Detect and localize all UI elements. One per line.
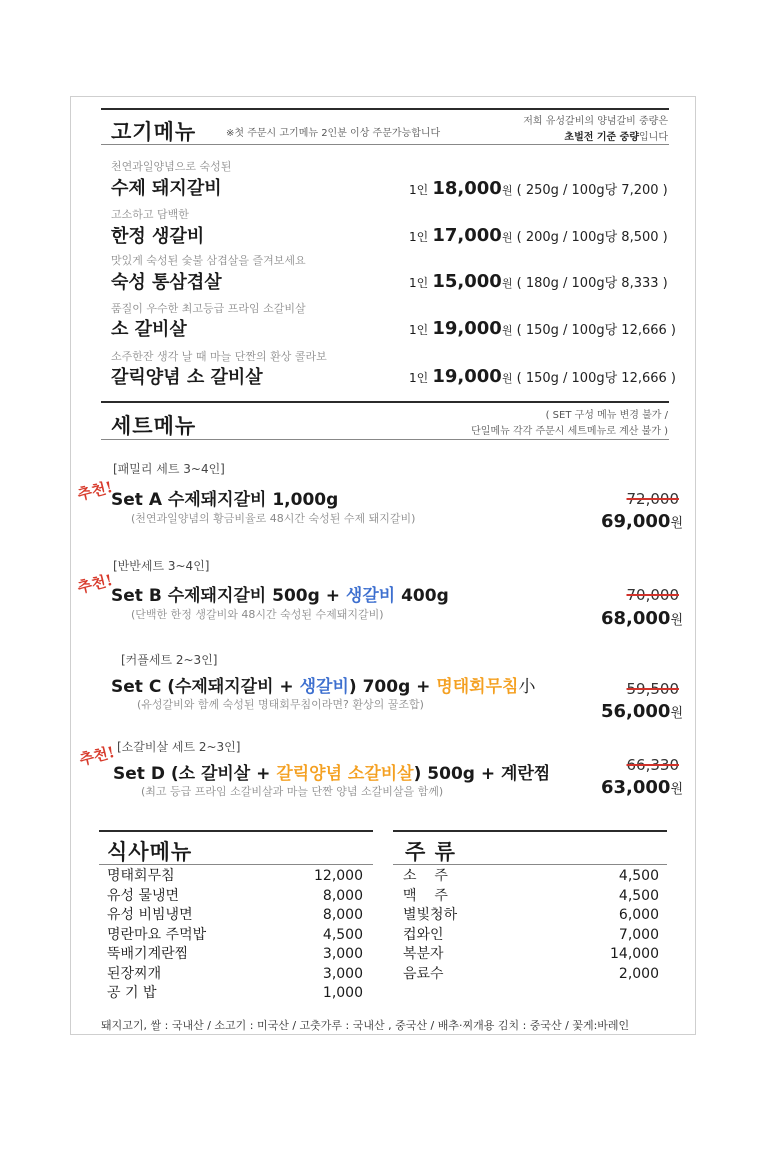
meal-item-price: 3,000 [322, 946, 363, 962]
set-note-line2: 단일메뉴 각각 주문시 세트메뉴로 계산 불가 ) [471, 426, 668, 437]
won-unit: 원 [501, 324, 513, 337]
per-person-label: 1인 [409, 230, 429, 244]
meat-item-desc: 천연과일양념으로 숙성된 [111, 160, 232, 173]
list-item [107, 906, 363, 926]
drink-item-price: 7,000 [618, 926, 659, 943]
set-new-price [601, 608, 683, 629]
set-top-rule [101, 401, 669, 403]
set-name-part: Set C (수제돼지갈비 + [111, 677, 300, 697]
set-new-price-value: 69,000 [600, 511, 671, 532]
meal-item-price: 4,500 [322, 926, 363, 943]
set-name-part: ) 500g + 계란찜 [413, 764, 551, 784]
meat-item-name: 수제 돼지갈비 [111, 178, 222, 199]
meat-order-note: ※첫 주문시 고기메뉴 2인분 이상 주문가능합니다 [226, 128, 441, 139]
meat-item-price-row [409, 225, 668, 246]
set-new-price-value: 63,000 [600, 777, 671, 798]
meal-item-name: 명태회무침 [107, 868, 175, 884]
meat-item-name: 숙성 통삼겹살 [111, 272, 222, 293]
won-unit: 원 [501, 372, 513, 385]
meat-item-detail: ( 250g / 100g당 7,200 ) [516, 183, 668, 198]
set-new-price [601, 777, 683, 798]
set-tag: [소갈비살 세트 2~3인] [117, 740, 241, 754]
per-person-label: 1인 [409, 371, 429, 385]
set-new-price-value: 68,000 [600, 608, 671, 629]
drink-item-price: 6,000 [618, 907, 659, 923]
set-name [111, 672, 535, 697]
drinks-list [403, 867, 659, 984]
set-tag: [반반세트 3~4인] [113, 559, 210, 573]
won-unit: 원 [501, 184, 513, 197]
meat-item-price-row [409, 366, 676, 387]
drink-item-price: 2,000 [618, 965, 659, 982]
list-item [107, 887, 363, 907]
meat-item-desc: 고소하고 담백한 [111, 208, 189, 221]
meat-item-price: 17,000 [432, 225, 502, 246]
meat-item-desc: 품질이 우수한 최고등급 프라임 소갈비살 [111, 302, 306, 315]
set-old-price: 66,330 [626, 756, 679, 774]
meat-top-rule [101, 108, 669, 110]
set-section-title: 세트메뉴 [111, 414, 197, 438]
set-name-part: Set D (소 갈비살 + [113, 764, 277, 784]
recommend-mark: 추천! [75, 477, 115, 505]
set-tag: [커플세트 2~3인] [121, 653, 218, 667]
list-item [403, 926, 659, 946]
list-item [107, 984, 363, 1004]
set-name-highlight: 갈릭양념 소갈비살 [276, 764, 414, 784]
list-item [403, 965, 659, 985]
set-desc: (유성갈비와 함께 숙성된 명태회무침이라면? 환상의 꿀조합) [137, 698, 424, 711]
set-name-part: 400g [395, 586, 449, 606]
set-old-price: 70,000 [626, 586, 679, 604]
won-unit: 원 [670, 706, 683, 721]
set-new-price-value: 56,000 [600, 701, 671, 722]
meat-item-price: 15,000 [432, 271, 502, 292]
set-new-price [601, 701, 683, 722]
weight-note-bold: 초벌전 기준 중량 [564, 132, 640, 143]
set-name-highlight: 생갈비 [345, 586, 396, 606]
list-item [107, 965, 363, 985]
drink-item-name: 음료수 [403, 965, 444, 982]
meal-item-price: 12,000 [314, 868, 363, 884]
per-person-label: 1인 [409, 276, 429, 290]
set-name [111, 581, 449, 606]
meal-section-title: 식사메뉴 [107, 840, 193, 864]
set-name-highlight: 명태회무침 [436, 677, 519, 697]
meat-item-detail: ( 150g / 100g당 12,666 ) [516, 371, 676, 386]
meal-item-price: 3,000 [322, 965, 363, 982]
weight-note-line2 [564, 128, 668, 143]
set-tag: [패밀리 세트 3~4인] [113, 462, 225, 476]
meat-item-name: 갈릭양념 소 갈비살 [111, 367, 263, 388]
drink-item-name: 맥 주 [403, 887, 448, 904]
meat-item-desc: 소주한잔 생각 날 때 마늘 단짠의 환상 콜라보 [111, 350, 327, 363]
drink-item-name: 소 주 [403, 868, 448, 884]
recommend-mark: 추천! [77, 742, 117, 770]
set-desc: (최고 등급 프라임 소갈비살과 마늘 단짠 양념 소갈비살을 함께) [141, 785, 444, 798]
weight-note-rest: 입니다 [639, 132, 668, 143]
won-unit: 원 [501, 231, 513, 244]
set-desc: (단백한 한정 생갈비와 48시간 숙성된 수제돼지갈비) [131, 608, 384, 621]
meal-item-price: 8,000 [322, 887, 363, 904]
set-old-price: 59,500 [626, 680, 679, 698]
list-item [107, 867, 363, 887]
meal-item-price: 8,000 [322, 907, 363, 923]
won-unit: 원 [670, 516, 683, 531]
set-note-line1: ( SET 구성 메뉴 변경 불가 / [545, 410, 668, 421]
list-item [403, 887, 659, 907]
meal-item-name: 명란마요 주먹밥 [107, 926, 207, 943]
drink-item-price: 4,500 [618, 868, 659, 884]
won-unit: 원 [501, 277, 513, 290]
meat-section-title: 고기메뉴 [111, 120, 197, 144]
drinks-section-title: 주 류 [405, 840, 456, 864]
list-item [403, 867, 659, 887]
meal-item-name: 뚝배기계란찜 [107, 946, 189, 962]
meat-item-detail: ( 180g / 100g당 8,333 ) [516, 276, 668, 291]
meal-top-rule [99, 830, 373, 832]
set-name-highlight: 생갈비 [299, 677, 349, 697]
meat-item-name: 한정 생갈비 [111, 226, 205, 247]
won-unit: 원 [670, 613, 683, 628]
origin-notice: 돼지고기, 쌀 : 국내산 / 소고기 : 미국산 / 고춧가루 : 국내산 , 중국산 / 배추·찌개용 김치 : 중국산 / 꽃게:바레인 [101, 1019, 630, 1032]
meat-item-desc: 맛있게 숙성된 숯불 삼겹살을 즐겨보세요 [111, 254, 306, 267]
meal-item-name: 된장찌개 [107, 965, 162, 982]
set-title-underline [101, 439, 669, 440]
meat-item-price-row [409, 271, 668, 292]
meat-title-underline [101, 144, 669, 145]
meal-item-price: 1,000 [322, 985, 363, 1001]
list-item [403, 906, 659, 926]
meal-item-name: 공 기 밥 [107, 985, 157, 1001]
per-person-label: 1인 [409, 183, 429, 197]
meal-title-underline [99, 864, 373, 865]
meal-item-name: 유성 비빔냉면 [107, 907, 193, 923]
set-new-price [601, 511, 683, 532]
drink-item-name: 컵와인 [403, 926, 444, 943]
set-name-part: ) 700g + [348, 677, 437, 697]
drink-item-name: 복분자 [403, 946, 444, 962]
menu-sheet [70, 96, 696, 1035]
drink-item-price: 4,500 [618, 887, 659, 904]
drinks-title-underline [393, 864, 667, 865]
weight-note-line1: 저희 유성갈비의 양념갈비 중량은 [523, 116, 668, 127]
meal-item-name: 유성 물냉면 [107, 887, 180, 904]
meat-item-price-row [409, 318, 676, 339]
set-name-part: Set B 수제돼지갈비 500g + [111, 586, 346, 606]
set-desc: (천연과일양념의 황금비율로 48시간 숙성된 수제 돼지갈비) [131, 512, 416, 525]
per-person-label: 1인 [409, 323, 429, 337]
meat-item-price-row [409, 178, 668, 199]
set-name-size: 小 [518, 677, 536, 697]
meat-item-detail: ( 150g / 100g당 12,666 ) [516, 323, 676, 338]
list-item [107, 945, 363, 965]
meat-item-detail: ( 200g / 100g당 8,500 ) [516, 230, 668, 245]
recommend-mark: 추천! [75, 570, 115, 598]
won-unit: 원 [670, 782, 683, 797]
meat-item-price: 19,000 [432, 318, 502, 339]
meat-item-price: 19,000 [432, 366, 502, 387]
meal-list [107, 867, 363, 1004]
set-name [113, 759, 550, 784]
set-old-price: 72,000 [626, 490, 679, 508]
meat-item-price: 18,000 [432, 178, 502, 199]
drink-item-name: 별빛청하 [403, 907, 458, 923]
list-item [107, 926, 363, 946]
drink-item-price: 14,000 [610, 946, 659, 962]
meat-item-name: 소 갈비살 [111, 319, 187, 340]
set-name: Set A 수제돼지갈비 1,000g [111, 490, 339, 510]
list-item [403, 945, 659, 965]
drinks-top-rule [393, 830, 667, 832]
